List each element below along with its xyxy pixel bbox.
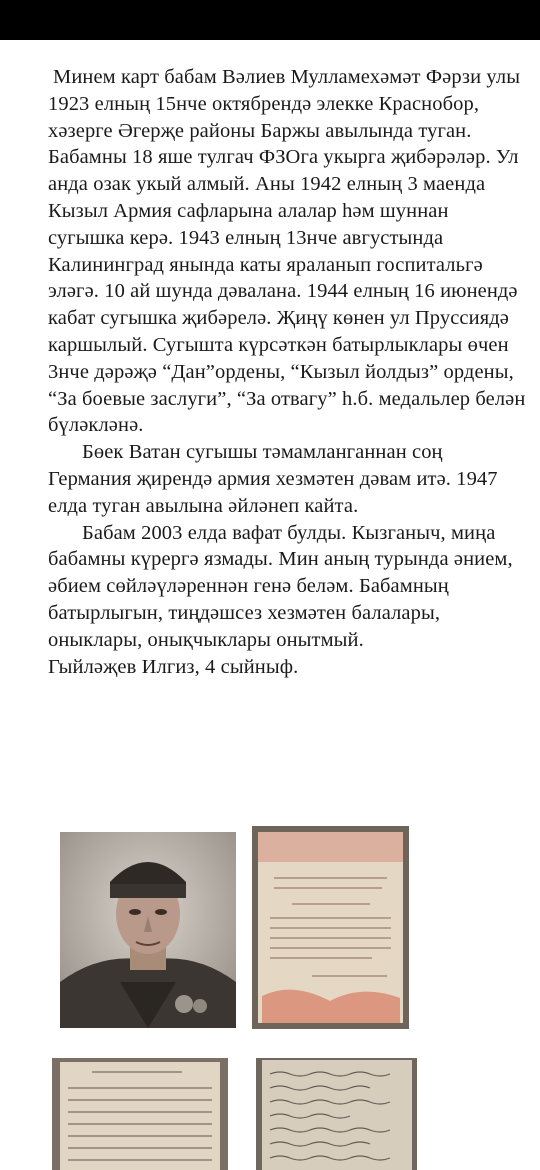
award-certificate-photo [252,826,409,1029]
article-text [48,64,528,680]
status-bar [0,0,540,40]
author-signature: Гыйләҗев Илгиз, 4 сыйныф. [48,655,299,678]
paragraph-postwar: Бөек Ватан сугышы тәмамланганнан соң Германия җирендә армия хезмәтен дәвам итә. 1947 елда туган авылына әйләнеп кайта. [48,441,498,517]
military-record-photo [52,1058,228,1170]
soldier-portrait-photo [60,832,236,1028]
paragraph-biography: Минем карт бабам Вәлиев Мулламехәмәт Фәрзи улы 1923 елның 15нче октябрендә элекке Краснобор, хәзерге Әгерҗе районы Баржы авылында туган. Бабамны 18 яше тулгач ФЗОга укырга җибәрәләр. Ул анда озак укый алмый. Аны 1942 елның 3 маенда Кызыл Армия сафларына алалар һәм шуннан сугышка керә. 1943 елның 13нче августында Калининград янында каты яраланып госпитальгә эләгә. 10 ай шунда дәвалана. 1944 елның 16 июнендә кабат сугышка җибәрелә. Җиңү көнен ул Пруссиядә каршылый. Сугышта күрсәткән батырлыклары өчен 3нче дәрәҗә “Дан”ордены, “Кызыл йолдыз” ордены, “За боевые заслуги”, “За отвагу” һ.б. медальлер белән бүләкләнә. [48,66,526,437]
paragraph-memory: Бабам 2003 елда вафат булды. Кызганыч, миңа бабамны күрергә язмады. Мин аның турында әнием, әбием сөйләүләреннән генә беләм. Бабамның батырлыгын, тиңдәшсез хезмәтен балалары, оныклары, онықчыклары онытмый. [48,521,513,651]
handwritten-record-photo [256,1058,417,1170]
